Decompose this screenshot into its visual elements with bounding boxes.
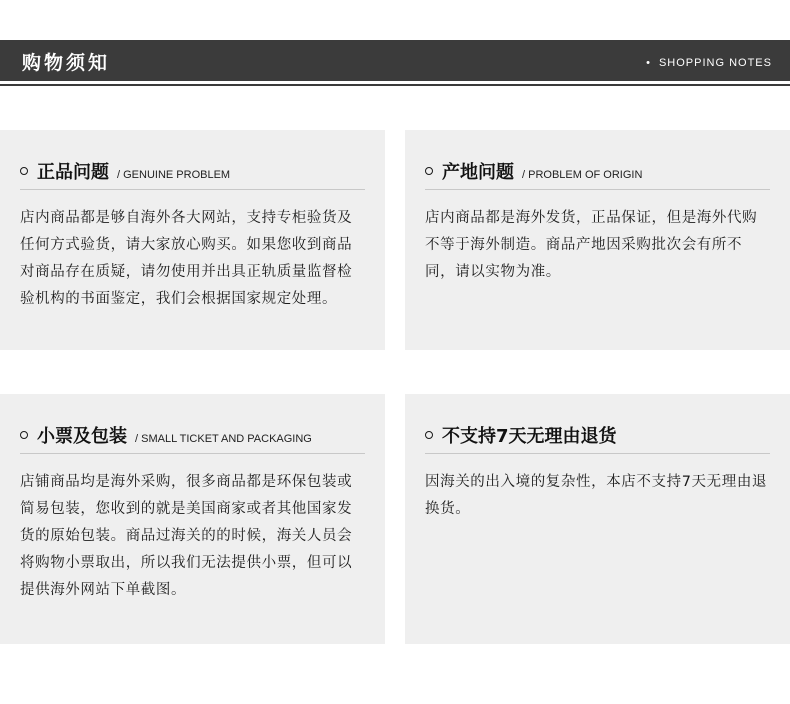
header-bar: [0, 40, 790, 81]
card-title-en: / PROBLEM OF ORIGIN: [522, 169, 643, 181]
page-title: 购物须知: [22, 52, 111, 74]
circle-bullet-icon: [20, 431, 28, 439]
circle-bullet-icon: [20, 167, 28, 175]
card-title-en: / GENUINE PROBLEM: [117, 169, 231, 181]
notice-card-genuine: [0, 130, 385, 350]
card-body: 店内商品都是够自海外各大网站，支持专柜验货及任何方式验货，请大家放心购买。如果您收到商品对商品存在质疑，请勿使用并出具正轨质量监督检验机构的书面鉴定，我们会根据国家规定处理。: [20, 210, 353, 307]
notice-card-return: [405, 394, 790, 644]
card-body: 店铺商品均是海外采购，很多商品都是环保包装或简易包装，您收到的就是美国商家或者其他国家发货的原始包装。商品过海关的的时候，海关人员会将购物小票取出，所以我们无法提供小票，但可以提供海外网站下单截图。: [20, 474, 353, 598]
header-divider: [0, 84, 790, 86]
bullet-icon: •: [646, 57, 651, 69]
header-subtitle: [646, 57, 772, 69]
card-title: 小票及包装: [37, 426, 127, 447]
notice-card-ticket: [0, 394, 385, 644]
card-body: 店内商品都是海外发货，正品保证，但是海外代购不等于海外制造。商品产地因采购批次会有所不同，请以实物为准。: [425, 210, 758, 280]
card-title: 不支持7天无理由退货: [442, 426, 617, 447]
card-title-row: [20, 422, 312, 448]
card-title-row: [425, 422, 625, 448]
circle-bullet-icon: [425, 167, 433, 175]
card-title-divider: [425, 189, 770, 190]
card-title-divider: [425, 453, 770, 454]
card-body: 因海关的出入境的复杂性，本店不支持7天无理由退换货。: [425, 474, 768, 517]
card-title-row: [425, 158, 642, 184]
notice-card-origin: [405, 130, 790, 350]
card-title: 正品问题: [37, 162, 109, 183]
circle-bullet-icon: [425, 431, 433, 439]
card-title: 产地问题: [442, 162, 514, 183]
header-subtitle-text: SHOPPING NOTES: [658, 57, 772, 69]
card-title-row: [20, 158, 230, 184]
card-title-divider: [20, 453, 365, 454]
card-title-en: / SMALL TICKET AND PACKAGING: [135, 433, 312, 445]
card-title-divider: [20, 189, 365, 190]
